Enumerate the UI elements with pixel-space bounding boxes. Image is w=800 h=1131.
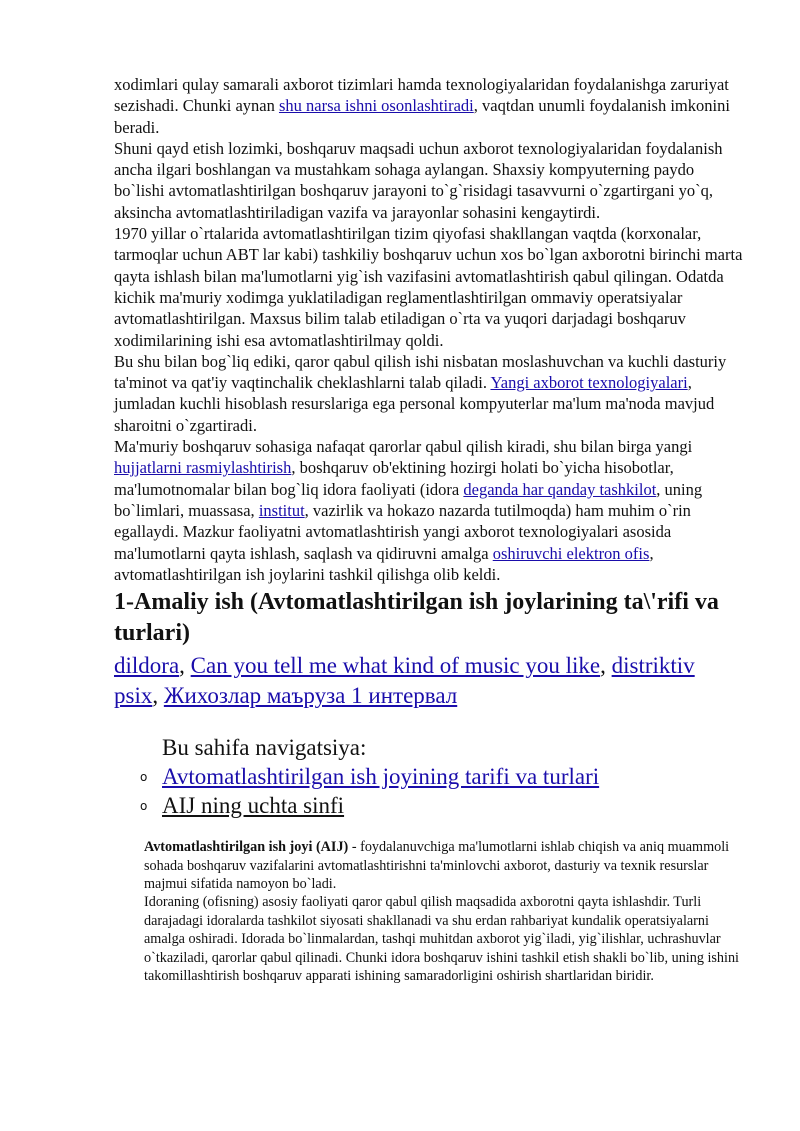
link-yangi-axborot[interactable]: Yangi axborot texnologiyalari [490,373,688,393]
paragraph-1 [114,74,744,138]
tag-links [114,651,744,711]
paragraph-text: , uning bo`limlari, muassasa, [114,479,703,520]
nav-link-tarifi[interactable]: Avtomatlashtirilgan ish joyining tarifi va turlari [162,764,600,790]
tag-separator: , [179,653,191,679]
paragraph-text: , vaqtdan unumli foydalanish imkonini beradi. [114,96,730,137]
article-body [114,74,744,985]
link-elektron-ofis[interactable]: oshiruvchi elektron ofis [492,543,650,563]
navigation-item [114,762,744,791]
link-institut[interactable]: institut [258,500,305,520]
tag-link-music[interactable]: Can you tell me what kind of music you like [190,653,601,679]
bullet-icon: o [140,770,148,785]
tag-separator: , [152,683,164,709]
paragraph-7: Idoraning (ofisning) asosiy faoliyati qaror qabul qilish maqsadida axborotni qayta ishlashdir. Turli darajadagi idoralarda tashkilot siyosati shakllanadi va shu erdan rahbariyat kundalik operatsiyalarni amalga oshiradi. Idorada bo`linmalardan, tashqi muhitdan axborot yig`iladi, yig`ilishlar, uchrashuvlar o`tkaziladi, qarorlar qabul qilinadi. Chunki idora boshqaruv ishini tashkil etish shakli bo`lib, uning ishini takomillashtirish boshqaruv apparati ishining samaradorligini oshirish shartlaridan biridir. [144,894,740,984]
paragraph-text: xodimlari qulay samarali axborot tizimlari hamda texnologiyalaridan foydalanishga zaruriyat sezishadi. Chunki aynan [114,75,729,116]
link-hujjatlarni[interactable]: hujjatlarni rasmiylashtirish [114,458,292,478]
section-heading: 1-Amaliy ish (Avtomatlashtirilgan ish joylarining ta\'rifi va turlari) [114,589,719,647]
navigation-list [114,762,744,820]
paragraph-text: , vazirlik va hokazo nazarda tutilmoqda) ham muhim o`rin egallaydi. Mazkur faoliyatni avtomatlashtirish yangi axborot texnologiyalari asosida ma'lumotlarni qayta ishlash, saqlash va qidiruvni amalga [114,500,691,563]
paragraph-text: , avtomatlashtirilgan ish joylarini tashkil qilishga olib keldi. [114,543,654,584]
tag-separator: , [600,653,612,679]
paragraph-text: , boshqaruv ob'ektining hozirgi holati bo`yicha hisobotlar, ma'lumotnomalar bilan bog`liq idora faoliyati (idora [114,458,674,499]
tag-link-jihozlar[interactable]: Жихозлар маъруза 1 интервал [163,683,458,709]
paragraph-text: Bu shu bilan bog`liq ediki, qaror qabul qilish ishi nisbatan moslashuvchan va kuchli dasturiy ta'minot va qat'iy vaqtinchalik cheklashlarni talab qiladi. [114,351,727,393]
paragraph-text: Ma'muriy boshqaruv sohasiga nafaqat qarorlar qabul qilish kiradi, shu bilan birga yangi [114,437,693,457]
page-navigation [114,733,744,820]
link-shu-narsa[interactable]: shu narsa ishni osonlashtiradi [278,96,474,116]
nav-link-uchta-sinfi[interactable]: AIJ ning uchta sinfi [162,793,345,819]
tag-link-dildora[interactable]: dildora [114,653,180,679]
paragraph-4 [114,351,744,436]
paragraph-text: , jumladan kuchli hisoblash resurslariga ega personal kompyuterlar ma'lum ma'noda mavjud sharoitni o`zgartiradi. [114,373,715,435]
tag-link-distriktiv[interactable]: distriktiv psix [114,653,695,709]
section-content [144,838,744,985]
definition-paragraph [144,838,744,893]
paragraph-5 [114,436,744,585]
navigation-title: Bu sahifa navigatsiya: [162,735,367,761]
paragraph-2: Shuni qayd etish lozimki, boshqaruv maqsadi uchun axborot texnologiyalaridan foydalanish ancha ilgari boshlangan va mustahkam sohaga aylangan. Shaxsiy kompyuterning paydo bo`lishi avtomatlashtirilgan boshqaruv jarayoni to`g`risidagi tasavvurni o`zgartirgani yo`q, aksincha avtomatlashtiriladigan vazifa va jarayonlar sohasini kengaytirdi. [114,138,723,222]
link-deganda[interactable]: deganda har qanday tashkilot [463,479,657,499]
navigation-item [114,791,744,820]
paragraph-3: 1970 yillar o`rtalarida avtomatlashtirilgan tizim qiyofasi shakllangan vaqtda (korxonalar, tarmoqlar uchun ABT lar kabi) tashkiliy boshqaruv uchun xos bo`lgan axborotni birinchi marta qayta ishlash bilan ma'lumotlarni yig`ish vazifasini avtomatlashtirish qabul qilingan. Odatda kichik ma'muriy xodimga yuklatiladigan reglamentlashtirilgan ommaviy operatsiyalar avtomatlashtirilgan. Maxsus bilim talab etiladigan o`rta va yuqori darjadagi boshqaruv xodimilarining ishi esa avtomatlashtirilmay qoldi. [114,224,743,350]
definition-term: Avtomatlashtirilgan ish joyi (AIJ) [144,839,349,856]
bullet-icon: o [140,799,148,814]
paragraph-text: - foydalanuvchiga ma'lumotlarni ishlab chiqish va aniq muammoli sohada boshqaruv vazifalarini avtomatlashtirishni ta'minlovchi axborot, dasturiy va texnik resurslar majmui sifatida namoyon bo`ladi. [144,839,730,892]
